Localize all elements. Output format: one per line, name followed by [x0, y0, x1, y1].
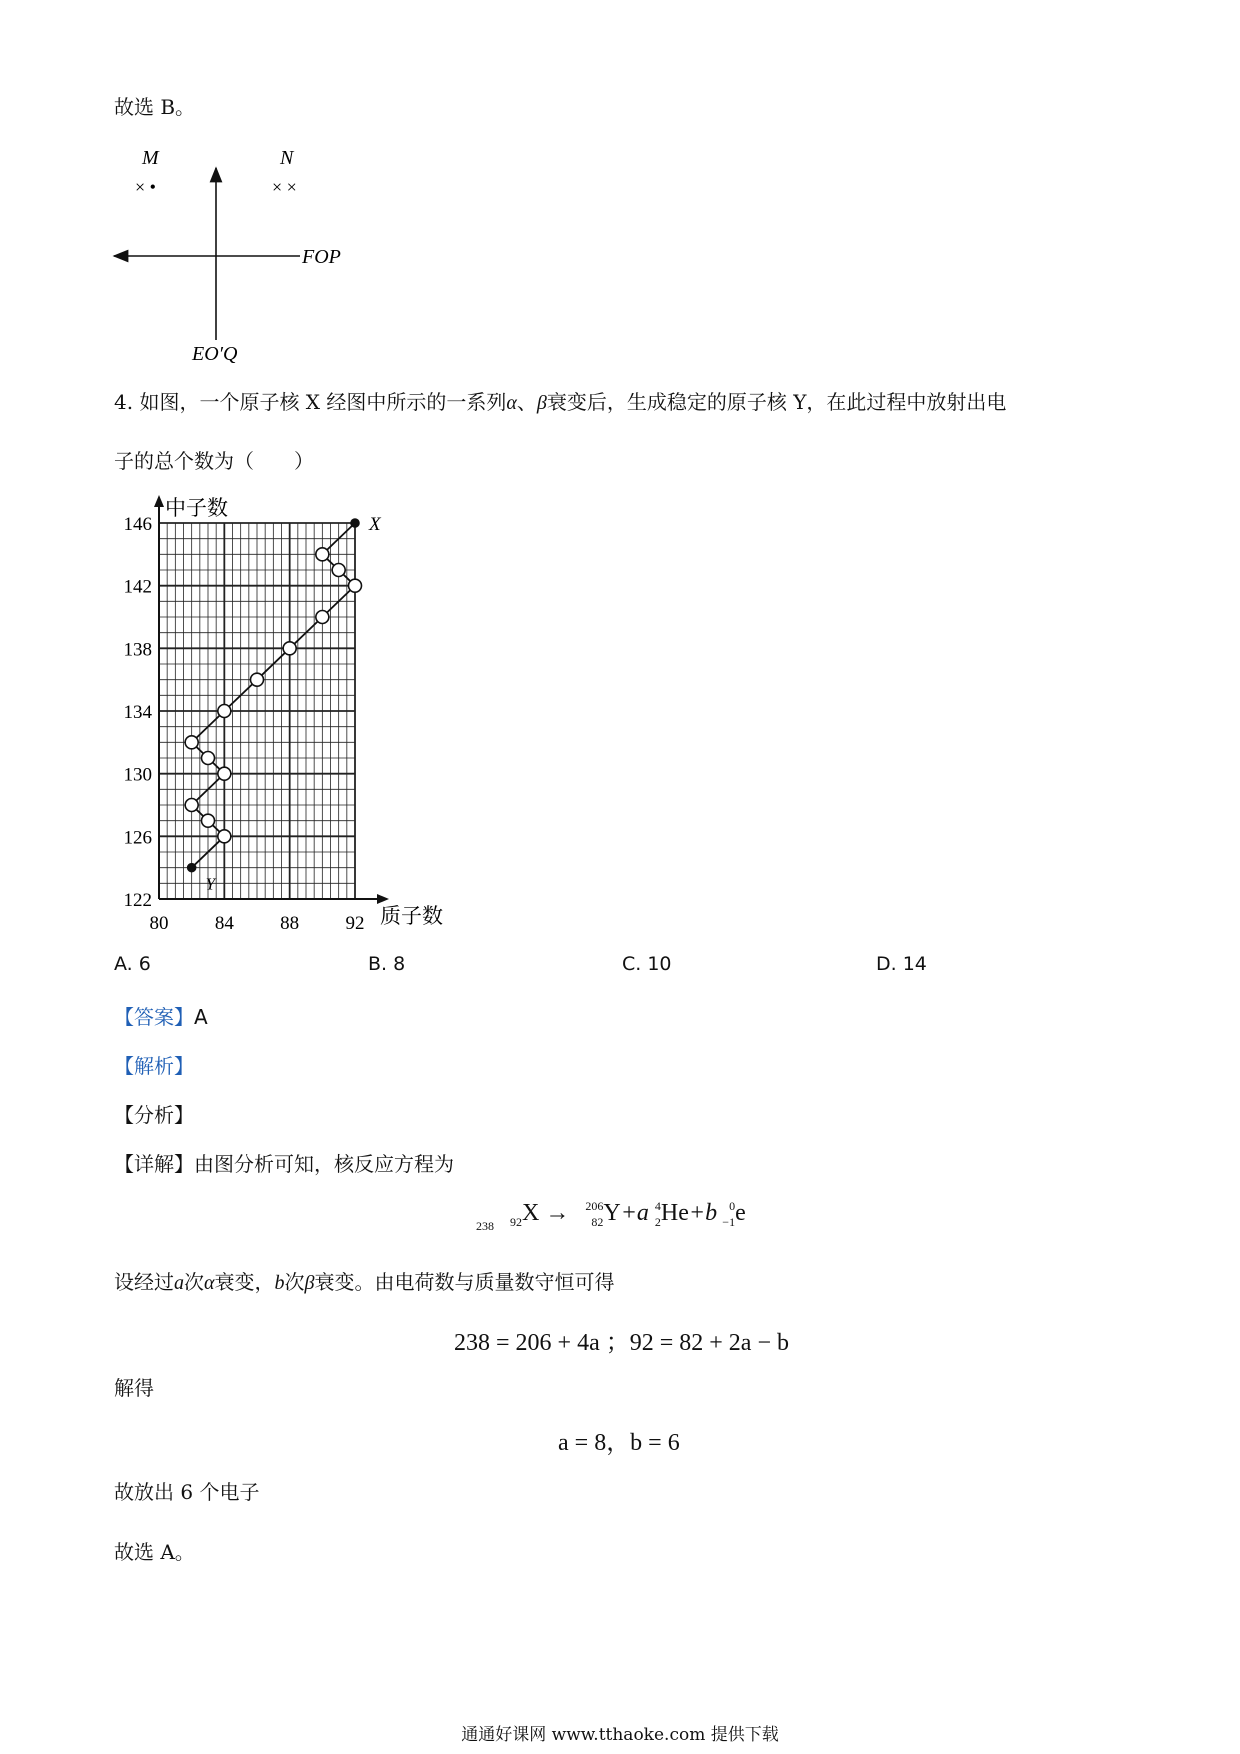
- x-tick-label: 92: [345, 913, 365, 930]
- decay-step-point: [185, 799, 198, 812]
- label-m: M: [142, 147, 159, 169]
- nuclear-equation: [476, 1199, 746, 1240]
- axis-label-fop: FOP: [302, 246, 341, 268]
- decay-step-point: [251, 673, 264, 686]
- alpha-symbol: α: [506, 392, 517, 414]
- y-tick-label: 138: [123, 639, 152, 661]
- point-label-x: X: [369, 514, 381, 535]
- answer-line: [114, 1003, 208, 1031]
- y-tick-label: 130: [123, 764, 152, 786]
- beta-symbol: β: [536, 392, 547, 414]
- point-label-y: Y: [205, 874, 216, 894]
- reaction-arrow: →: [545, 1200, 570, 1226]
- x-tick-label: 84: [214, 913, 234, 930]
- y-nuclide-indices: [575, 1200, 603, 1228]
- marks-n: × ×: [272, 177, 297, 197]
- question-line-2: 子的总个数为（ ）: [114, 449, 314, 473]
- analysis-tag: 【解析】: [114, 1054, 194, 1078]
- question-text-a: 如图，一个原子核 X 经图中所示的一系列: [139, 390, 507, 414]
- label-n: N: [280, 147, 294, 169]
- y-axis-arrow: [154, 495, 164, 507]
- x-axis-label: 质子数: [380, 904, 443, 928]
- chart-axes: [154, 495, 389, 904]
- prev-answer-line: 故选 B。: [114, 95, 196, 119]
- setup-line: [114, 1268, 614, 1297]
- e-symbol: e: [735, 1200, 746, 1226]
- decay-step-point: [316, 548, 329, 561]
- separator: 、: [516, 390, 537, 414]
- nucleus-y-point: [188, 864, 196, 872]
- x-charge-number: 92: [510, 1215, 522, 1230]
- y-mass-number: 206: [585, 1199, 604, 1214]
- setup-alpha: α: [204, 1272, 215, 1294]
- question-number: 4.: [114, 390, 134, 414]
- setup-b: b: [274, 1272, 285, 1294]
- setup-p5: 衰变。由电荷数与质量数守恒可得: [314, 1270, 615, 1294]
- solve-label: 解得: [114, 1376, 154, 1400]
- decay-step-point: [202, 752, 215, 765]
- setup-p4: 次: [284, 1270, 305, 1294]
- y-symbol: Y: [603, 1200, 621, 1226]
- chart-grid: [159, 523, 355, 899]
- option-b[interactable]: B. 8: [368, 953, 406, 975]
- decay-step-point: [218, 705, 231, 718]
- setup-beta: β: [304, 1272, 315, 1294]
- decay-step-point: [218, 767, 231, 780]
- x-mass-number: 238: [476, 1219, 494, 1234]
- decay-step-point: [218, 830, 231, 843]
- x-nuclide-indices: [476, 1200, 522, 1234]
- y-tick-label: 126: [123, 827, 152, 849]
- option-a[interactable]: A. 6: [114, 953, 151, 975]
- decay-step-point: [185, 736, 198, 749]
- decay-chart: [100, 490, 480, 930]
- decay-step-point: [283, 642, 296, 655]
- option-d[interactable]: D. 14: [876, 953, 927, 975]
- he-symbol: He: [660, 1200, 689, 1226]
- setup-p2: 次: [184, 1270, 204, 1294]
- conclusion-choice: 故选 A。: [114, 1540, 195, 1564]
- field-diagram: [100, 140, 380, 375]
- question-line-1: [114, 388, 1006, 417]
- plus-b-term: +b: [688, 1200, 718, 1226]
- e-charge-number: −1: [722, 1215, 736, 1230]
- footer-watermark: 通通好课网 www.tthaoke.com 提供下载: [461, 1725, 779, 1745]
- setup-a: a: [174, 1272, 184, 1294]
- y-tick-label: 146: [123, 514, 152, 535]
- answer-value: A: [194, 1005, 208, 1029]
- detail-line: [114, 1150, 454, 1178]
- he-nuclide-indices: [649, 1200, 661, 1228]
- question-text-b: 衰变后，生成稳定的原子核 Y，在此过程中放射出电: [546, 390, 1007, 414]
- marks-m: × •: [135, 177, 156, 197]
- decay-step-point: [349, 579, 362, 592]
- conservation-equation: 238 = 206 + 4a ；92 = 82 + 2a − b: [454, 1330, 789, 1356]
- x-tick-label: 88: [280, 913, 300, 930]
- detail-tag: 【详解】: [114, 1152, 194, 1176]
- answer-tag: 【答案】: [114, 1005, 194, 1029]
- conclusion-electrons: 故放出 6 个电子: [114, 1480, 260, 1504]
- y-charge-number: 82: [591, 1215, 604, 1230]
- fenxi-tag: 【分析】: [114, 1103, 194, 1127]
- he-mass-number: 4: [654, 1199, 661, 1214]
- y-tick-label: 142: [123, 576, 152, 598]
- x-symbol: X: [522, 1200, 540, 1226]
- e-mass-number: 0: [729, 1199, 736, 1214]
- detail-text: 由图分析可知，核反应方程为: [194, 1152, 454, 1176]
- decay-step-point: [316, 611, 329, 624]
- setup-p3: 衰变，: [214, 1270, 275, 1294]
- solution-equation: a = 8，b = 6: [558, 1430, 680, 1456]
- nucleus-x-point: [351, 519, 359, 527]
- y-tick-label: 134: [123, 702, 152, 723]
- x-tick-label: 80: [149, 913, 169, 930]
- decay-step-point: [332, 564, 345, 577]
- he-charge-number: 2: [654, 1215, 661, 1230]
- option-c[interactable]: C. 10: [622, 953, 672, 975]
- x-axis-arrow: [377, 894, 389, 904]
- e-particle-indices: [717, 1200, 735, 1228]
- setup-p1: 设经过: [114, 1270, 174, 1294]
- y-axis-label: 中子数: [165, 496, 228, 520]
- axis-label-eoq: EO′Q: [192, 343, 238, 365]
- decay-step-point: [202, 814, 215, 827]
- y-tick-label: 122: [123, 890, 152, 911]
- plus-a-term: +a: [620, 1200, 649, 1226]
